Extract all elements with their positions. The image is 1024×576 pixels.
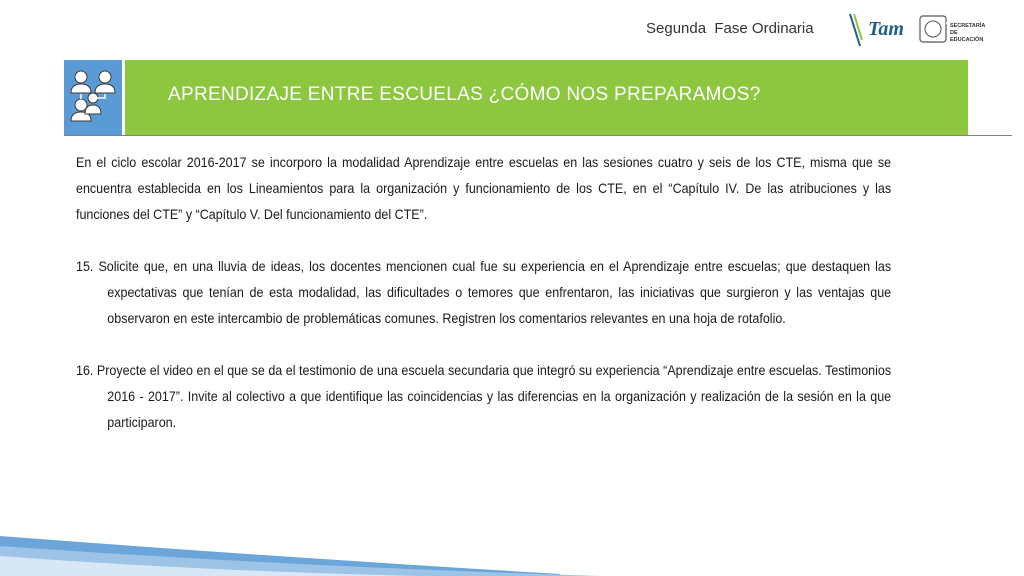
logo-area bbox=[846, 10, 986, 48]
title-banner bbox=[64, 60, 968, 135]
phase-label: Segunda Fase Ordinaria bbox=[646, 20, 814, 37]
header-divider bbox=[64, 135, 1012, 136]
main-content bbox=[76, 150, 891, 436]
page-title: APRENDIZAJE ENTRE ESCUELAS ¿CÓMO NOS PREPARAMOS? bbox=[168, 84, 761, 105]
intro-paragraph: En el ciclo escolar 2016-2017 se incorporo la modalidad Aprendizaje entre escuelas en las sesiones cuatro y seis de los CTE, misma que se encuentra establecida en los Lineamientos para la organización y funcionamiento de los CTE, en el “Capítulo IV. De las atribuciones y las funciones del CTE” y “Capítulo V. Del funcionamiento del CTE”. bbox=[76, 155, 892, 222]
seal-icon bbox=[920, 16, 946, 42]
people-hierarchy-icon bbox=[64, 60, 122, 135]
list-item-15: 15. Solicite que, en una lluvia de ideas, los docentes mencionen cual fue su experiencia en el Aprendizaje entre escuelas; que destaquen las expectativas que tenían de esta modalidad, las dificultades o temores que enfrentaron, las iniciativas que surgieron y las ventajas que observaron en este intercambio de problemáticas comunes. Registren los comentarios relevantes en una hoja de rotafolio. bbox=[76, 259, 892, 326]
logo-text: Tam bbox=[868, 18, 904, 40]
seal-text: SECRETARÍA DE EDUCACIÓN bbox=[950, 23, 986, 43]
bottom-wave-decoration bbox=[0, 516, 1024, 576]
list-item-16: 16. Proyecte el video en el que se da el testimonio de una escuela secundaria que integró su experiencia “Aprendizaje entre escuelas. Testimonios 2016 - 2017”. Invite al colectivo a que identifique las coincidencias y las diferencias en la organización y realización de la sesión en la que participaron. bbox=[76, 363, 892, 430]
